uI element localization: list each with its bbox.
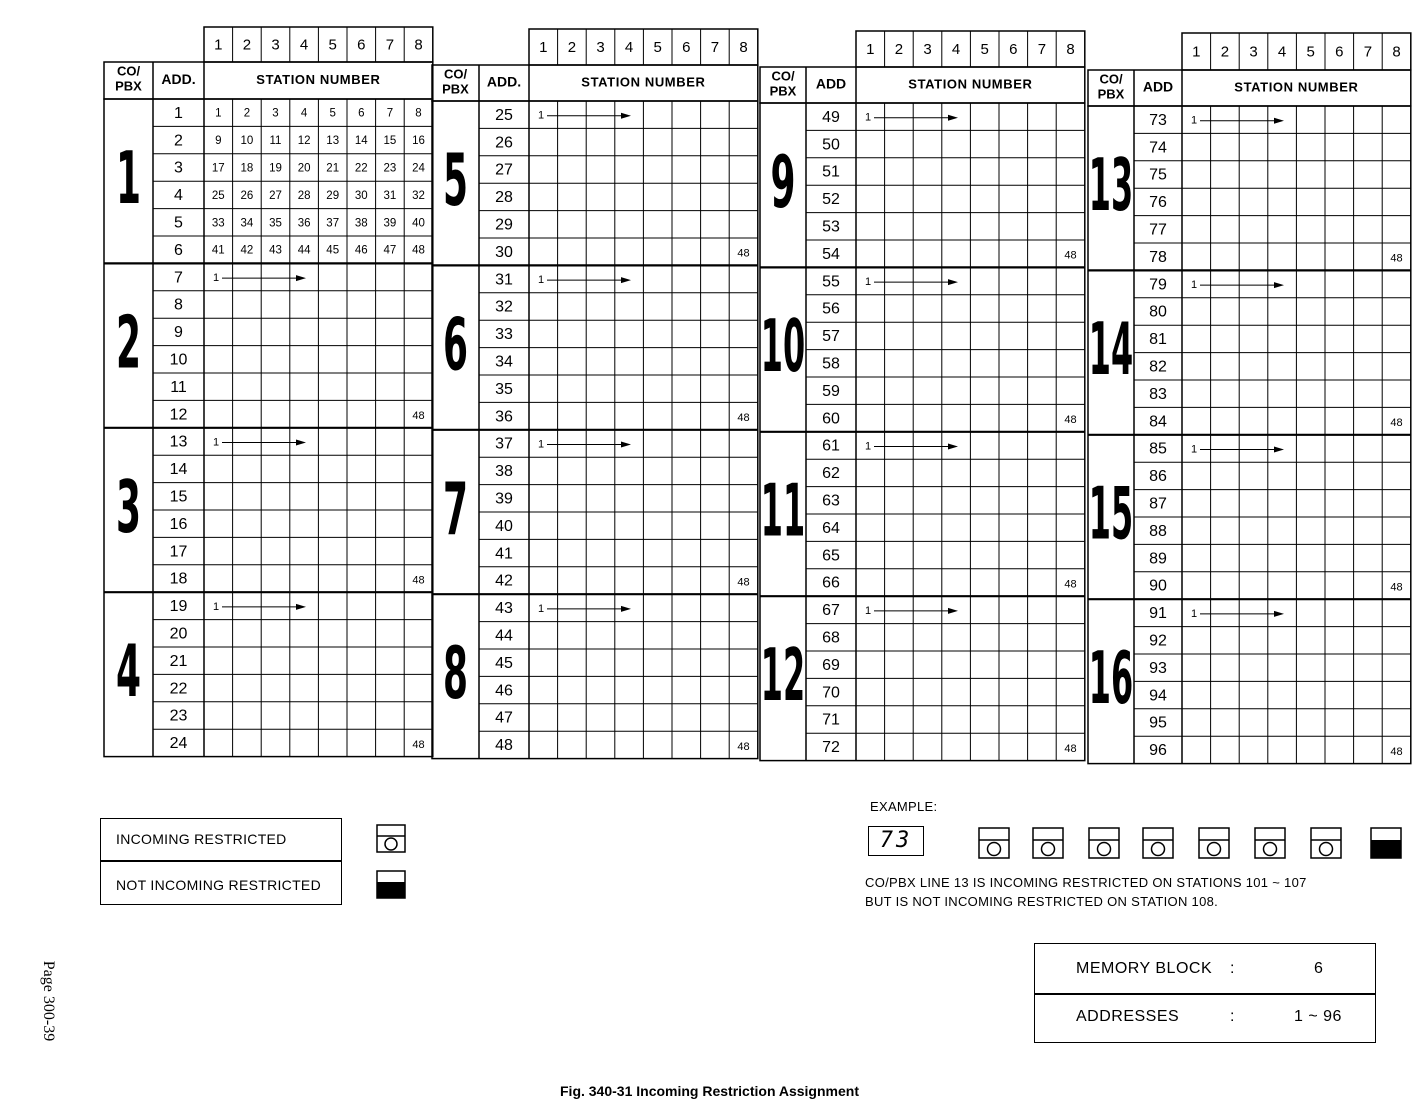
address-number: 13: [169, 433, 188, 451]
address-number: 81: [1149, 331, 1167, 349]
address-number: 42: [495, 572, 513, 590]
station-cell-number: 12: [297, 135, 311, 148]
address-number: 95: [1149, 714, 1167, 732]
row-start-marker: 1: [1190, 114, 1198, 127]
station-cell-number: 38: [354, 217, 368, 230]
station-cell-number: 30: [354, 189, 368, 202]
copbx-line-number: 4: [115, 630, 142, 714]
address-number: 87: [1149, 495, 1167, 513]
address-number: 27: [495, 161, 513, 179]
example-not-restricted-symbol: [1370, 827, 1404, 861]
station-cell-number: 20: [297, 162, 311, 175]
address-number: 92: [1149, 632, 1167, 650]
row-start-marker: 1: [537, 274, 545, 287]
station-cell-number: 1: [215, 107, 222, 120]
copbx-line-number: 1: [115, 137, 142, 221]
copbx-line-number: 9: [770, 141, 796, 225]
station-column-number: 1: [214, 36, 223, 54]
address-number: 23: [169, 707, 188, 725]
address-number: 66: [822, 574, 840, 592]
address-number: 47: [495, 709, 513, 727]
station-cell-number: 2: [243, 107, 251, 120]
station-column-number: 7: [385, 36, 395, 54]
row-end-marker: 48: [737, 247, 750, 260]
add-header: ADD: [1142, 78, 1174, 95]
address-number: 36: [495, 408, 513, 426]
copbx-header: PBX: [442, 81, 469, 97]
station-column-number: 1: [866, 40, 875, 58]
station-cell-number: 26: [240, 189, 254, 202]
copbx-header: CO/: [116, 63, 141, 79]
address-number: 77: [1149, 221, 1167, 239]
addresses-separator: :: [1230, 1008, 1235, 1025]
address-number: 16: [169, 515, 188, 533]
address-number: 38: [495, 463, 513, 481]
address-number: 48: [495, 737, 513, 755]
station-column-number: 6: [357, 36, 366, 54]
address-number: 45: [495, 654, 513, 672]
copbx-line-number: 6: [442, 303, 469, 388]
arrow-head: [1274, 611, 1284, 617]
copbx-header: CO/: [1099, 71, 1123, 87]
addresses-value: 1 ~ 96: [1294, 1008, 1342, 1025]
row-end-marker: 48: [1064, 249, 1077, 262]
arrow-head: [621, 606, 631, 612]
address-number: 76: [1149, 194, 1167, 212]
address-number: 62: [822, 465, 840, 483]
address-number: 51: [822, 163, 840, 181]
address-number: 8: [174, 296, 183, 314]
row-end-marker: 48: [1390, 417, 1403, 430]
arrow-head: [296, 604, 306, 610]
address-number: 78: [1149, 248, 1167, 266]
station-column-number: 5: [1306, 43, 1315, 61]
station-cell-number: 4: [300, 107, 308, 120]
station-cell-number: 32: [412, 189, 425, 202]
station-cell-number: 45: [326, 244, 340, 257]
station-column-number: 4: [624, 38, 634, 56]
row-start-marker: 1: [537, 438, 545, 451]
station-cell-number: 23: [383, 162, 397, 175]
station-column-number: 1: [539, 38, 548, 56]
row-end-marker: 48: [737, 412, 750, 425]
station-cell-number: 13: [326, 135, 340, 148]
row-start-marker: 1: [537, 109, 545, 122]
address-number: 96: [1149, 742, 1167, 760]
station-column-number: 7: [1037, 40, 1047, 58]
address-number: 11: [170, 378, 187, 396]
address-number: 55: [822, 273, 840, 291]
address-number: 18: [169, 570, 188, 588]
station-cell-number: 21: [326, 162, 340, 175]
example-restricted-symbol: [1310, 827, 1344, 861]
address-number: 71: [822, 711, 840, 729]
station-number-header: STATION NUMBER: [1234, 79, 1359, 95]
station-column-number: 8: [1066, 40, 1075, 58]
station-column-number: 4: [299, 36, 309, 54]
copbx-line-number: 5: [442, 139, 469, 223]
station-cell-number: 29: [326, 189, 340, 202]
station-cell-number: 6: [358, 107, 365, 120]
row-start-marker: 1: [212, 436, 220, 449]
copbx-line-number: 2: [115, 301, 142, 386]
address-number: 64: [822, 519, 840, 537]
arrow-head: [1274, 282, 1284, 288]
address-number: 2: [174, 132, 183, 150]
station-column-number: 1: [1192, 43, 1201, 61]
station-cell-number: 31: [383, 189, 397, 202]
row-start-marker: 1: [864, 111, 872, 124]
address-number: 14: [169, 461, 188, 479]
station-column-number: 6: [682, 38, 691, 56]
not-incoming-restricted-symbol: [376, 870, 406, 900]
example-restricted-symbol: [1032, 827, 1066, 861]
address-number: 35: [495, 380, 513, 398]
address-number: 37: [495, 435, 513, 453]
arrow-head: [621, 277, 631, 283]
address-number: 29: [495, 216, 513, 234]
station-cell-number: 9: [215, 135, 222, 148]
copbx-header: PBX: [769, 83, 797, 99]
copbx-line-number: 8: [442, 632, 469, 716]
address-number: 3: [174, 159, 183, 177]
memory-info-divider: [1034, 993, 1376, 995]
station-column-number: 8: [1392, 43, 1401, 61]
address-number: 32: [495, 298, 513, 316]
copbx-line-number: 14: [1088, 308, 1134, 393]
arrow-head: [621, 113, 631, 119]
arrow-head: [948, 115, 958, 121]
row-end-marker: 48: [412, 574, 425, 587]
station-cell-number: 14: [354, 135, 368, 148]
address-number: 34: [495, 353, 513, 371]
station-cell-number: 17: [211, 162, 225, 175]
address-number: 12: [169, 406, 188, 424]
station-column-number: 5: [653, 38, 662, 56]
row-start-marker: 1: [864, 604, 872, 617]
address-number: 44: [495, 627, 513, 645]
address-number: 49: [822, 108, 840, 126]
address-number: 43: [495, 600, 513, 618]
example-restricted-symbol: [1088, 827, 1122, 861]
address-number: 28: [495, 189, 513, 207]
legend-not-incoming-restricted-label: NOT INCOMING RESTRICTED: [116, 877, 321, 893]
row-end-marker: 48: [1064, 414, 1077, 427]
address-number: 60: [822, 410, 840, 428]
copbx-header: PBX: [115, 78, 142, 94]
memory-block-label: MEMORY BLOCK: [1076, 960, 1213, 977]
row-start-marker: 1: [212, 600, 220, 613]
station-cell-number: 34: [240, 217, 254, 230]
address-number: 33: [495, 326, 513, 344]
address-number: 91: [1149, 605, 1167, 623]
row-end-marker: 48: [1064, 578, 1077, 591]
address-number: 57: [822, 328, 840, 346]
address-number: 58: [822, 355, 840, 373]
address-number: 69: [822, 656, 840, 674]
station-column-number: 2: [242, 36, 252, 54]
station-cell-number: 44: [297, 244, 311, 257]
address-number: 15: [169, 488, 188, 506]
address-number: 40: [495, 517, 513, 535]
copbx-header: PBX: [1097, 86, 1125, 102]
address-number: 67: [822, 602, 840, 620]
example-restricted-symbol: [1254, 827, 1288, 861]
station-number-header: STATION NUMBER: [256, 71, 381, 87]
copbx-line-number: 12: [760, 633, 806, 719]
address-number: 22: [169, 680, 188, 698]
station-cell-number: 41: [211, 244, 225, 257]
station-cell-number: 36: [297, 217, 311, 230]
station-column-number: 3: [596, 38, 605, 56]
arrow-head: [948, 608, 958, 614]
address-number: 89: [1149, 550, 1167, 568]
address-number: 25: [495, 106, 513, 124]
station-column-number: 6: [1335, 43, 1344, 61]
address-number: 9: [174, 324, 183, 342]
address-number: 21: [169, 652, 188, 670]
add-header: ADD.: [161, 71, 196, 88]
row-end-marker: 48: [1064, 742, 1077, 755]
address-number: 63: [822, 492, 840, 510]
example-restricted-symbol: [1198, 827, 1232, 861]
row-end-marker: 48: [737, 576, 750, 589]
address-number: 1: [174, 104, 183, 122]
row-start-marker: 1: [212, 272, 220, 285]
legend-incoming-restricted-label: INCOMING RESTRICTED: [116, 831, 287, 847]
row-start-marker: 1: [537, 602, 545, 615]
address-number: 75: [1149, 166, 1167, 184]
incoming-restricted-symbol: [376, 824, 406, 854]
example-restricted-symbol: [978, 827, 1012, 861]
station-column-number: 4: [1277, 43, 1287, 61]
row-end-marker: 48: [1390, 252, 1403, 265]
station-column-number: 7: [1363, 43, 1373, 61]
station-column-number: 3: [923, 40, 932, 58]
address-number: 6: [174, 241, 183, 259]
address-number: 83: [1149, 385, 1167, 403]
address-number: 10: [169, 351, 188, 369]
add-header: ADD.: [486, 73, 522, 90]
station-column-number: 3: [1249, 43, 1258, 61]
arrow-head: [948, 444, 958, 450]
address-number: 30: [495, 243, 513, 261]
station-cell-number: 27: [269, 189, 282, 202]
address-number: 68: [822, 629, 840, 647]
station-cell-number: 7: [386, 107, 394, 120]
address-number: 88: [1149, 522, 1167, 540]
arrow-head: [296, 440, 306, 446]
row-start-marker: 1: [864, 276, 872, 289]
station-cell-number: 33: [211, 217, 225, 230]
station-cell-number: 39: [383, 217, 397, 230]
arrow-head: [296, 275, 306, 281]
copbx-line-number: 7: [442, 467, 469, 552]
copbx-line-number: 15: [1088, 472, 1134, 557]
copbx-line-number: 13: [1088, 143, 1134, 228]
station-cell-number: 47: [383, 244, 397, 257]
station-column-number: 6: [1009, 40, 1018, 58]
station-column-number: 2: [894, 40, 904, 58]
addresses-label: ADDRESSES: [1076, 1008, 1180, 1025]
address-number: 93: [1149, 659, 1167, 677]
station-cell-number: 46: [354, 244, 368, 257]
row-start-marker: 1: [864, 440, 872, 453]
station-cell-number: 42: [240, 244, 254, 257]
station-cell-number: 11: [269, 135, 282, 148]
address-number: 26: [495, 134, 513, 152]
arrow-head: [621, 442, 631, 448]
arrow-head: [1274, 447, 1284, 453]
station-cell-number: 18: [240, 162, 254, 175]
legend-divider: [100, 860, 342, 862]
row-end-marker: 48: [1390, 581, 1403, 594]
figure-caption: Fig. 340-31 Incoming Restriction Assignment: [560, 1083, 859, 1099]
station-column-number: 3: [271, 36, 280, 54]
station-column-number: 5: [980, 40, 989, 58]
copbx-line-number: 3: [115, 465, 142, 550]
station-cell-number: 48: [412, 244, 425, 257]
station-cell-number: 3: [272, 107, 279, 120]
example-note-line-2: BUT IS NOT INCOMING RESTRICTED ON STATION 108.: [865, 894, 1219, 909]
address-number: 20: [169, 625, 188, 643]
station-cell-number: 25: [211, 189, 225, 202]
address-number: 74: [1149, 139, 1167, 157]
address-number: 52: [822, 191, 840, 209]
station-cell-number: 19: [269, 162, 282, 175]
address-number: 73: [1149, 111, 1167, 129]
row-start-marker: 1: [1190, 443, 1198, 456]
address-number: 86: [1149, 468, 1167, 486]
example-address-value: 73: [879, 828, 913, 853]
example-note-line-1: CO/PBX LINE 13 IS INCOMING RESTRICTED ON STATIONS 101 ~ 107: [865, 875, 1307, 890]
station-cell-number: 35: [269, 217, 282, 230]
address-number: 41: [495, 545, 513, 563]
station-column-number: 8: [739, 38, 748, 56]
station-cell-number: 15: [383, 135, 397, 148]
row-start-marker: 1: [1190, 607, 1198, 620]
copbx-line-number: 11: [760, 469, 806, 554]
address-number: 24: [169, 735, 188, 753]
station-cell-number: 28: [297, 189, 311, 202]
copbx-header: CO/: [771, 68, 795, 84]
station-cell-number: 8: [415, 107, 422, 120]
memory-block-separator: :: [1230, 960, 1235, 977]
address-number: 4: [174, 187, 183, 205]
address-number: 80: [1149, 303, 1167, 321]
address-number: 5: [174, 214, 183, 232]
station-cell-number: 22: [354, 162, 368, 175]
station-cell-number: 16: [412, 135, 425, 148]
row-end-marker: 48: [412, 738, 425, 751]
address-number: 39: [495, 490, 513, 508]
address-number: 53: [822, 218, 840, 236]
row-end-marker: 48: [1390, 745, 1403, 758]
arrow-head: [948, 279, 958, 285]
row-start-marker: 1: [1190, 279, 1198, 292]
address-number: 70: [822, 684, 840, 702]
address-number: 72: [822, 739, 840, 757]
add-header: ADD: [815, 75, 847, 92]
station-cell-number: 37: [326, 217, 340, 230]
memory-block-value: 6: [1314, 960, 1324, 977]
station-cell-number: 5: [329, 107, 336, 120]
copbx-line-number: 10: [760, 305, 806, 390]
example-restricted-symbol: [1142, 827, 1176, 861]
address-number: 61: [822, 437, 840, 455]
address-number: 79: [1149, 276, 1167, 294]
address-number: 82: [1149, 358, 1167, 376]
station-number-header: STATION NUMBER: [581, 74, 706, 90]
address-number: 59: [822, 382, 840, 400]
address-number: 19: [169, 598, 188, 616]
address-number: 50: [822, 136, 840, 154]
arrow-head: [1274, 118, 1284, 124]
station-cell-number: 24: [412, 162, 425, 175]
page-label: Page 300-39: [40, 960, 57, 1042]
row-end-marker: 48: [737, 740, 750, 753]
station-column-number: 5: [328, 36, 337, 54]
address-number: 90: [1149, 577, 1167, 595]
example-label: EXAMPLE:: [870, 799, 938, 814]
address-number: 84: [1149, 413, 1167, 431]
station-cell-number: 10: [240, 135, 254, 148]
station-number-header: STATION NUMBER: [908, 76, 1033, 92]
row-end-marker: 48: [412, 410, 425, 423]
station-column-number: 2: [1220, 43, 1230, 61]
address-number: 46: [495, 682, 513, 700]
address-number: 65: [822, 547, 840, 565]
copbx-header: CO/: [443, 66, 468, 82]
station-cell-number: 43: [269, 244, 282, 257]
station-column-number: 2: [567, 38, 577, 56]
address-number: 17: [169, 543, 188, 561]
station-column-number: 8: [414, 36, 423, 54]
address-number: 56: [822, 300, 840, 318]
address-number: 94: [1149, 687, 1167, 705]
station-column-number: 4: [951, 40, 961, 58]
address-number: 31: [495, 271, 513, 289]
station-column-number: 7: [710, 38, 720, 56]
copbx-line-number: 16: [1088, 636, 1134, 722]
station-cell-number: 40: [412, 217, 425, 230]
address-number: 7: [174, 269, 183, 287]
address-number: 85: [1149, 440, 1167, 458]
address-number: 54: [822, 245, 840, 263]
